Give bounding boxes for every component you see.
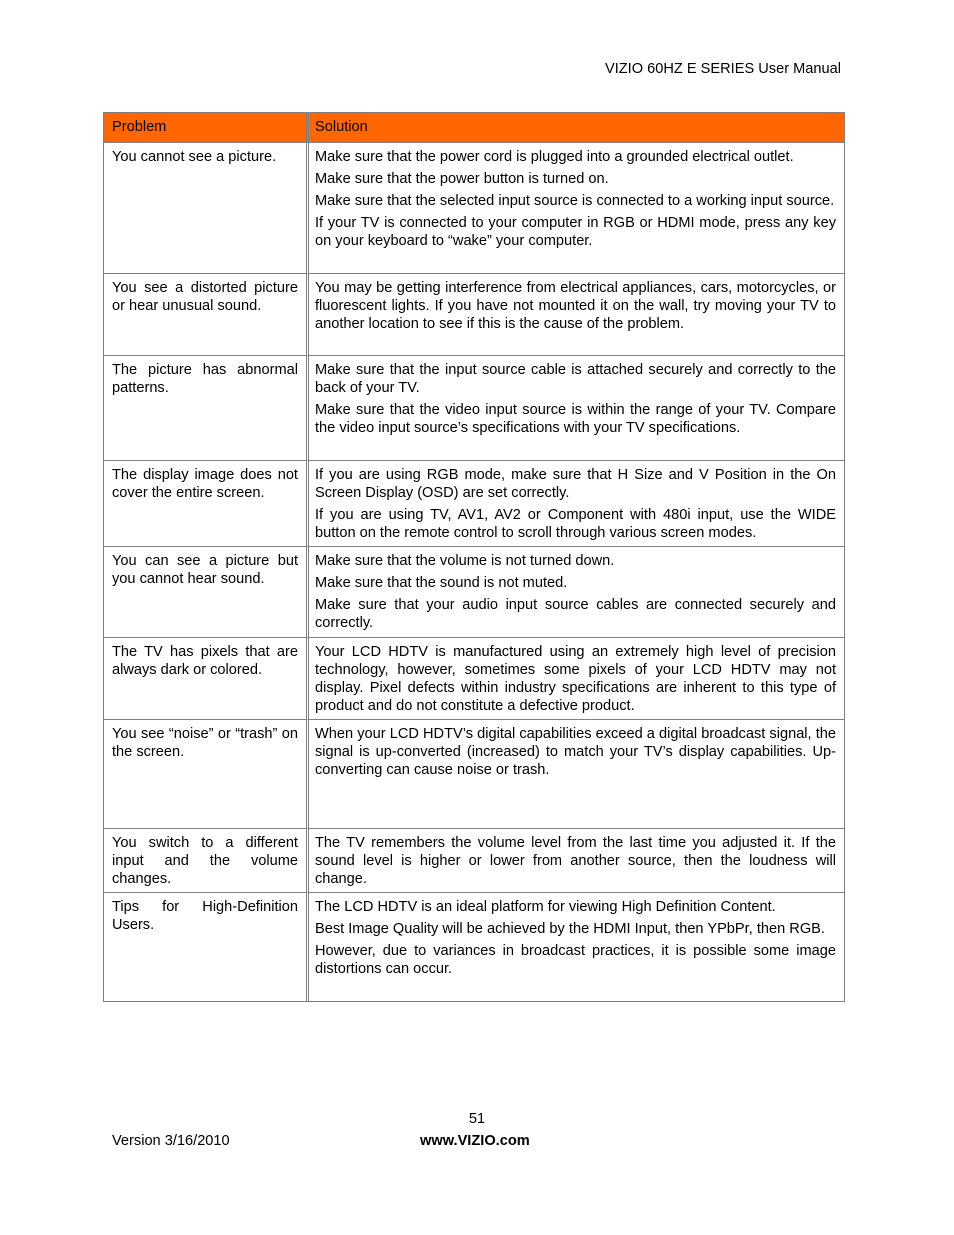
problem-cell: You see “noise” or “trash” on the screen. (104, 720, 309, 829)
solution-column-header: Solution (309, 113, 844, 143)
manual-title: VIZIO 60HZ E SERIES User Manual (604, 61, 841, 77)
solution-text: If you are using TV, AV1, AV2 or Component with 480i input, use the WIDE button on the remote control to scroll through various screen modes. (315, 507, 836, 541)
table-row (104, 893, 844, 1001)
solution-text: Make sure that the selected input source is connected to a working input source. (315, 193, 835, 209)
table-row (104, 720, 844, 829)
version-label: Version 3/16/2010 (112, 1133, 230, 1149)
table-row (104, 461, 844, 547)
problem-cell: You can see a picture but you cannot hear sound. (104, 547, 309, 638)
table-row (104, 143, 844, 274)
solution-text: When your LCD HDTV’s digital capabilities exceed a digital broadcast signal, the signal is up-converted (increased) to match your TV’s display capabilities. Up-converting can cause noise or trash. (315, 726, 836, 778)
table-header-row (104, 113, 844, 143)
problem-cell: Tips for High-Definition Users. (104, 893, 309, 1001)
solution-cell (309, 461, 844, 547)
problem-cell: The display image does not cover the entire screen. (104, 461, 309, 547)
solution-text: The LCD HDTV is an ideal platform for viewing High Definition Content. (315, 899, 776, 915)
problem-cell: You see a distorted picture or hear unusual sound. (104, 274, 309, 356)
solution-text: Your LCD HDTV is manufactured using an extremely high level of precision technology, however, sometimes some pixels of your LCD HDTV may not display. Pixel defects within industry specifications are inherent to this type of product and do not constitute a defective product. (315, 644, 836, 714)
solution-text: Make sure that your audio input source cables are connected securely and correctly. (315, 597, 836, 631)
solution-text: Make sure that the input source cable is attached securely and correctly to the back of your TV. (315, 362, 836, 396)
solution-text: Make sure that the sound is not muted. (315, 575, 568, 591)
solution-text: Make sure that the power cord is plugged into a grounded electrical outlet. (315, 149, 794, 165)
website-url: www.VIZIO.com (420, 1133, 530, 1149)
page-number: 51 (468, 1111, 486, 1127)
problem-cell: You switch to a different input and the volume changes. (104, 829, 309, 893)
solution-cell (309, 356, 844, 461)
solution-cell (309, 143, 844, 274)
table-row (104, 356, 844, 461)
problem-cell: You cannot see a picture. (104, 143, 309, 274)
solution-text: However, due to variances in broadcast practices, it is possible some image distortions can occur. (315, 943, 836, 977)
solution-text: You may be getting interference from electrical appliances, cars, motorcycles, or fluorescent lights. If you have not mounted it on the wall, try moving your TV to another location to see if this is the cause of the problem. (315, 280, 836, 332)
table-row (104, 829, 844, 893)
solution-text: The TV remembers the volume level from the last time you adjusted it. If the sound level is higher or lower from another source, then the loudness will change. (315, 835, 836, 887)
solution-cell (309, 274, 844, 356)
solution-text: If you are using RGB mode, make sure that H Size and V Position in the On Screen Display (OSD) are set correctly. (315, 467, 836, 501)
problem-cell: The TV has pixels that are always dark or colored. (104, 638, 309, 720)
solution-cell (309, 829, 844, 893)
solution-text: Make sure that the video input source is within the range of your TV. Compare the video input source’s specifications with your TV specifications. (315, 402, 836, 436)
troubleshooting-table (103, 112, 845, 1002)
table-row (104, 274, 844, 356)
solution-cell (309, 547, 844, 638)
solution-cell (309, 638, 844, 720)
solution-text: Best Image Quality will be achieved by the HDMI Input, then YPbPr, then RGB. (315, 921, 825, 937)
solution-text: If your TV is connected to your computer in RGB or HDMI mode, press any key on your keyboard to “wake” your computer. (315, 215, 836, 249)
solution-cell (309, 720, 844, 829)
solution-cell (309, 893, 844, 1001)
table-row (104, 547, 844, 638)
problem-cell: The picture has abnormal patterns. (104, 356, 309, 461)
solution-text: Make sure that the volume is not turned down. (315, 553, 615, 569)
problem-column-header: Problem (104, 113, 309, 143)
table-row (104, 638, 844, 720)
solution-text: Make sure that the power button is turned on. (315, 171, 609, 187)
